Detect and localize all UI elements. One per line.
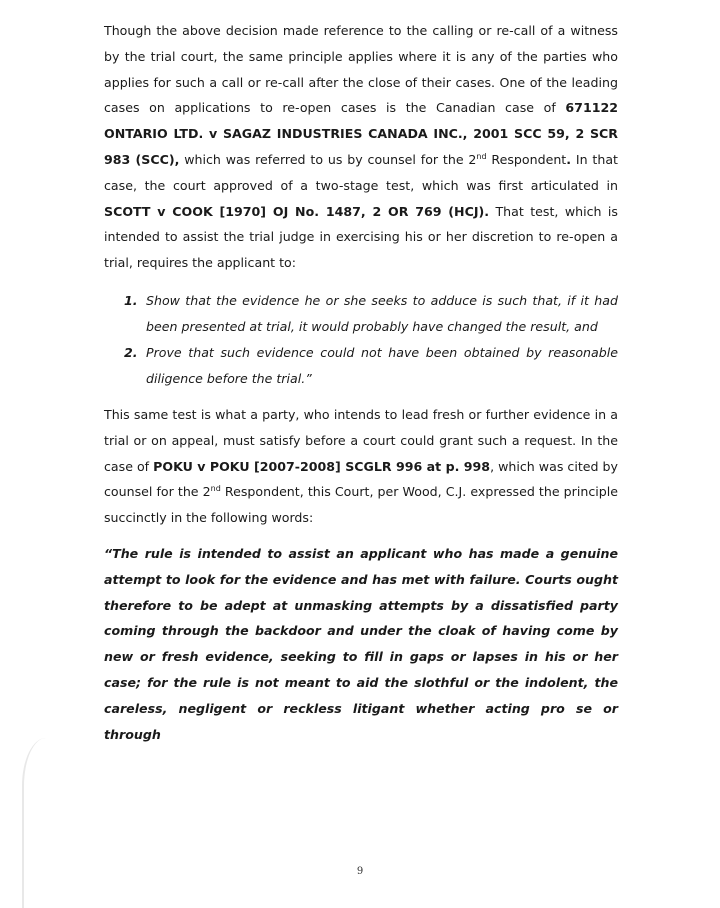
block-quote: “The rule is intended to assist an applicant who has made a genuine attempt to look for the evidence and has met with failure. Courts ought therefore to be adept at unmasking attempts by a dissatisfied party coming through the backdoor and under the cloak of having come by new or fresh evidence, seeking to fill in gaps or lapses in his or her case; for the rule is not meant to aid the slothful or the indolent, the careless, negligent or reckless litigant whether acting pro se or through (104, 545, 618, 742)
text-run: In that case, the court approved of a two-stage test, which was first articulated in (104, 151, 618, 193)
text-run: That test, which is intended to assist the trial judge in exercising his or her discretion to re-open a trial, requires the applicant to: (104, 203, 618, 271)
bold-citation: POKU v POKU [2007-2008] SCGLR 996 at p. 998 (153, 458, 491, 474)
paragraph-1 (104, 18, 618, 276)
list-text: Show that the evidence he or she seeks to adduce is such that, if it had been presented at trial, it would probably have changed the result, and (146, 292, 618, 334)
list-number: 1. (124, 292, 138, 308)
text-run: which was referred to us by counsel for the 2 (179, 151, 477, 167)
text-run: , which was cited by counsel for the 2 (104, 458, 618, 500)
page-curl-shadow (22, 738, 46, 908)
text-run: Though the above decision made reference to the calling or re-call of a witness by the trial court, the same principle applies where it is any of the parties who applies for such a call or re-call after the close of their cases. One of the leading cases on applications to re-open cases is the Canadian case of (104, 23, 618, 116)
paragraph-2 (104, 402, 618, 531)
bold-citation: . (566, 151, 572, 167)
document-body (104, 18, 618, 760)
bold-citation: 671122 ONTARIO LTD. v SAGAZ INDUSTRIES CANADA INC., 2001 SCC 59, 2 SCR 983 (SCC), (104, 100, 618, 167)
test-list (104, 288, 618, 392)
text-run: This same test is what a party, who intends to lead fresh or further evidence in a trial or on appeal, must satisfy before a court could grant such a request. In the case of (104, 406, 618, 474)
ordinal-suffix: nd (210, 484, 221, 494)
list-text: Prove that such evidence could not have been obtained by reasonable diligence before the trial.” (146, 344, 618, 386)
text-run: Respondent (486, 151, 567, 167)
list-number: 2. (124, 344, 138, 360)
text-run: Respondent, this Court, per Wood, C.J. expressed the principle succinctly in the following words: (104, 484, 618, 526)
list-item (104, 340, 618, 392)
page-number: 9 (356, 866, 364, 877)
bold-citation: SCOTT v COOK [1970] OJ No. 1487, 2 OR 769 (HCJ). (104, 203, 490, 219)
list-item (104, 288, 618, 340)
ordinal-suffix: nd (476, 151, 487, 161)
